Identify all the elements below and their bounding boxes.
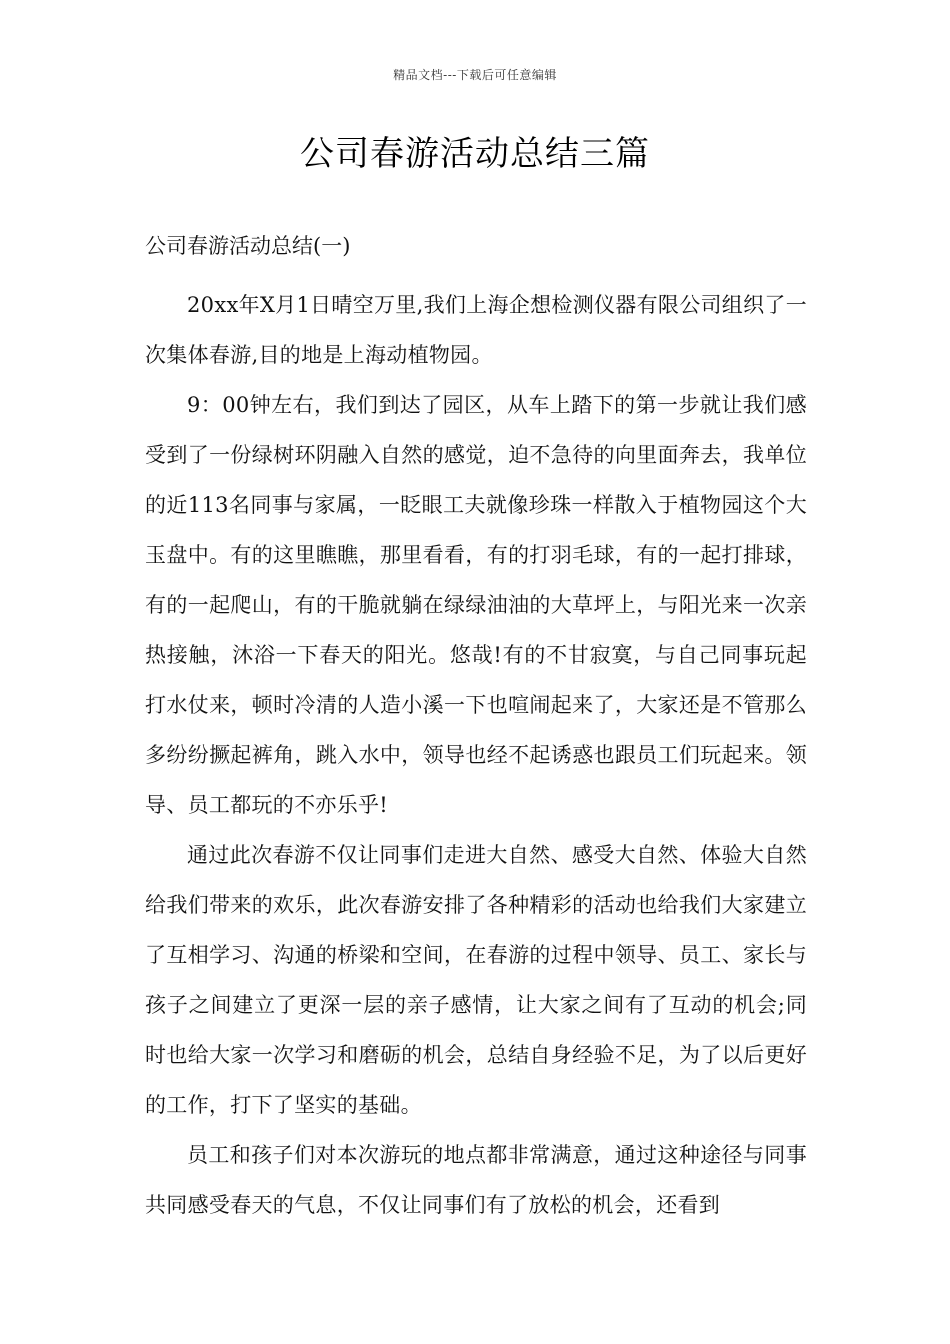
document-body (145, 230, 807, 1230)
document-title: 公司春游活动总结三篇 (300, 134, 650, 174)
paragraph-1: 20xx年X月1日晴空万里,我们上海企想检测仪器有限公司组织了一次集体春游,目的地是上海动植物园。 (145, 293, 807, 367)
paragraph-4: 员工和孩子们对本次游玩的地点都非常满意，通过这种途径与同事共同感受春天的气息，不仅让同事们有了放松的机会，还看到 (145, 1143, 807, 1217)
page-header-note: 精品文档---下载后可任意编辑 (393, 68, 557, 82)
paragraph-2: 9：00钟左右，我们到达了园区，从车上踏下的第一步就让我们感受到了一份绿树环阴融入自然的感觉，迫不急待的向里面奔去，我单位的近113名同事与家属，一眨眼工夫就像珍珠一样散入于植物园这个大玉盘中。有的这里瞧瞧，那里看看，有的打羽毛球，有的一起打排球，有的一起爬山，有的干脆就躺在绿绿油油的大草坪上，与阳光来一次亲热接触，沐浴一下春天的阳光。悠哉!有的不甘寂寞，与自己同事玩起打水仗来，顿时冷清的人造小溪一下也喧闹起来了，大家还是不管那么多纷纷撅起裤角，跳入水中，领导也经不起诱惑也跟员工们玩起来。领导、员工都玩的不亦乐乎! (145, 393, 807, 817)
section-heading: 公司春游活动总结(一) (145, 234, 351, 258)
paragraph-3: 通过此次春游不仅让同事们走进大自然、感受大自然、体验大自然给我们带来的欢乐，此次春游安排了各种精彩的活动也给我们大家建立了互相学习、沟通的桥梁和空间，在春游的过程中领导、员工、家长与孩子之间建立了更深一层的亲子感情，让大家之间有了互动的机会;同时也给大家一次学习和磨砺的机会，总结自身经验不足，为了以后更好的工作，打下了坚实的基础。 (145, 843, 807, 1117)
